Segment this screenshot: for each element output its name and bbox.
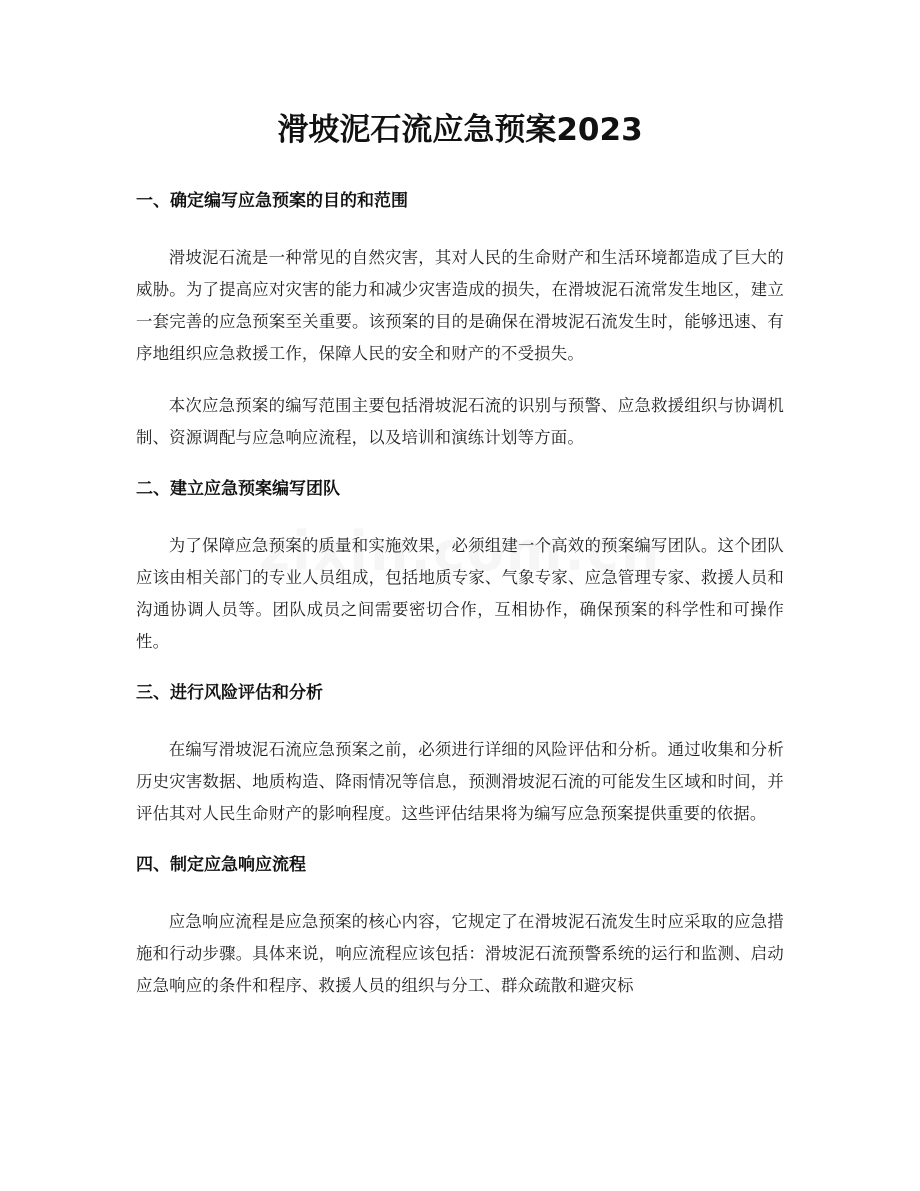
- paragraph: 本次应急预案的编写范围主要包括滑坡泥石流的识别与预警、应急救援组织与协调机制、资源调配与应急响应流程，以及培训和演练计划等方面。: [136, 396, 784, 447]
- paragraph: 在编写滑坡泥石流应急预案之前，必须进行详细的风险评估和分析。通过收集和分析历史灾害数据、地质构造、降雨情况等信息，预测滑坡泥石流的可能发生区域和时间，并评估其对人民生命财产的影响程度。这些评估结果将为编写应急预案提供重要的依据。: [136, 740, 784, 823]
- paragraph: 滑坡泥石流是一种常见的自然灾害，其对人民的生命财产和生活环境都造成了巨大的威胁。为了提高应对灾害的能力和减少灾害造成的损失，在滑坡泥石流常发生地区，建立一套完善的应急预案至关重要。该预案的目的是确保在滑坡泥石流发生时，能够迅速、有序地组织应急救援工作，保障人民的安全和财产的不受损失。: [136, 248, 784, 363]
- paragraph: 应急响应流程是应急预案的核心内容，它规定了在滑坡泥石流发生时应采取的应急措施和行动步骤。具体来说，响应流程应该包括：滑坡泥石流预警系统的运行和监测、启动应急响应的条件和程序、救援人员的组织与分工、群众疏散和避灾标: [136, 912, 784, 995]
- document-body: [136, 186, 784, 1002]
- section-heading: 四、制定应急响应流程: [136, 855, 306, 875]
- document-title: 滑坡泥石流应急预案2023: [277, 112, 643, 148]
- section-risk-assessment: [136, 678, 784, 830]
- paragraph: 为了保障应急预案的质量和实施效果，必须组建一个高效的预案编写团队。这个团队应该由相关部门的专业人员组成，包括地质专家、气象专家、应急管理专家、救援人员和沟通协调人员等。团队成员之间需要密切合作，互相协作，确保预案的科学性和可操作性。: [136, 536, 784, 651]
- section-purpose-scope: [136, 186, 784, 454]
- section-heading: 二、建立应急预案编写团队: [136, 479, 340, 499]
- section-heading: 三、进行风险评估和分析: [136, 683, 323, 703]
- section-team: [136, 474, 784, 658]
- section-heading: 一、确定编写应急预案的目的和范围: [136, 191, 408, 211]
- section-response-process: [136, 850, 784, 1002]
